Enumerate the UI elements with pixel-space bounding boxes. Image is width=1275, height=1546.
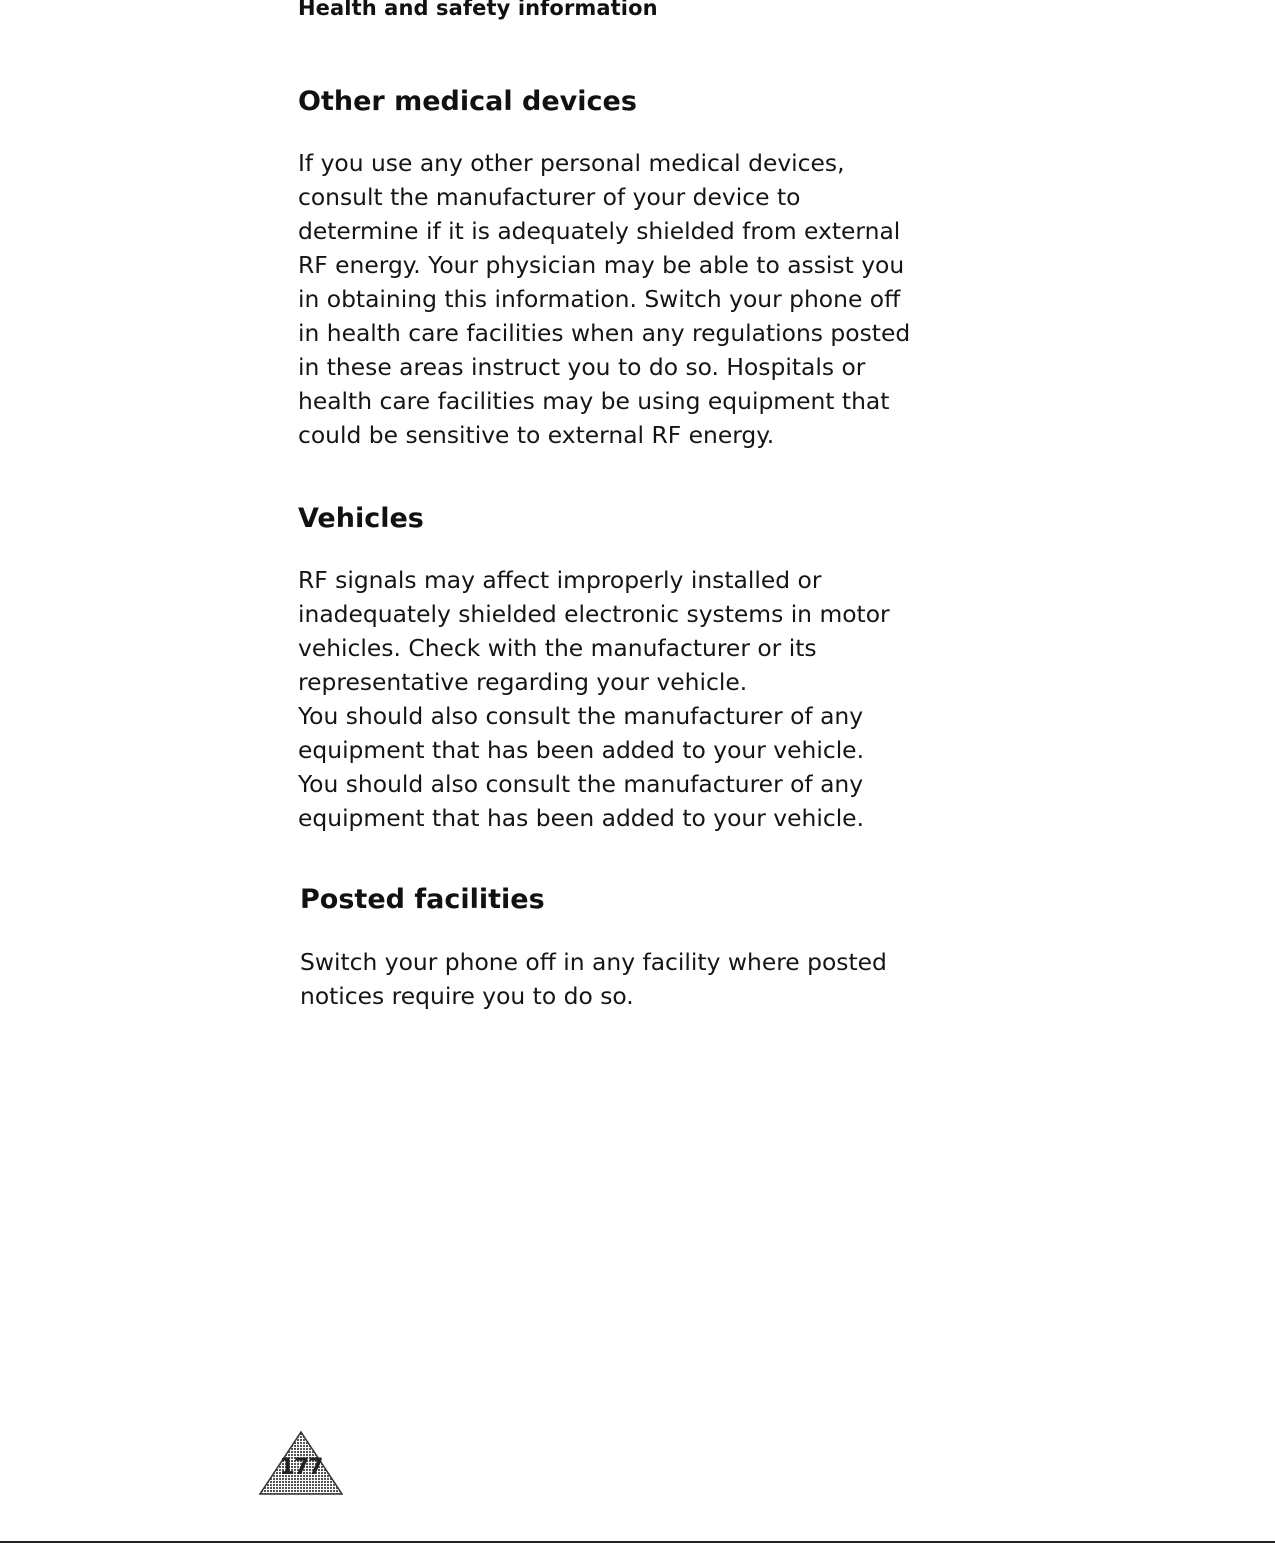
body-line: equipment that has been added to your vehicle. xyxy=(298,804,865,832)
body-line: could be sensitive to external RF energy. xyxy=(298,421,775,449)
section-heading-vehicles: Vehicles xyxy=(298,503,424,534)
body-line: If you use any other personal medical devices, xyxy=(298,149,845,177)
page-header: Health and safety information xyxy=(298,0,658,20)
section-heading-other-medical-devices: Other medical devices xyxy=(298,86,637,117)
page-number: 177 xyxy=(279,1455,323,1480)
body-line: Switch your phone off in any facility where posted xyxy=(300,948,887,976)
body-line: health care facilities may be using equipment that xyxy=(298,387,890,415)
section-body-other-medical-devices xyxy=(298,146,910,452)
body-line: in health care facilities when any regulations posted xyxy=(298,319,911,347)
section-body-posted-facilities xyxy=(300,945,887,1013)
body-line: RF energy. Your physician may be able to assist you xyxy=(298,251,905,279)
body-line: equipment that has been added to your vehicle. xyxy=(298,736,865,764)
body-line: consult the manufacturer of your device to xyxy=(298,183,801,211)
body-line: vehicles. Check with the manufacturer or its xyxy=(298,634,817,662)
section-body-vehicles xyxy=(298,563,890,835)
body-line: notices require you to do so. xyxy=(300,982,634,1010)
body-line: You should also consult the manufacturer of any xyxy=(298,702,864,730)
body-line: RF signals may affect improperly installed or xyxy=(298,566,822,594)
body-line: in these areas instruct you to do so. Hospitals or xyxy=(298,353,866,381)
body-line: determine if it is adequately shielded from external xyxy=(298,217,901,245)
bottom-divider xyxy=(0,1541,1275,1543)
section-heading-posted-facilities: Posted facilities xyxy=(300,884,545,915)
body-line: You should also consult the manufacturer of any xyxy=(298,770,864,798)
body-line: in obtaining this information. Switch your phone off xyxy=(298,285,901,313)
body-line: inadequately shielded electronic systems in motor xyxy=(298,600,890,628)
body-line: representative regarding your vehicle. xyxy=(298,668,748,696)
